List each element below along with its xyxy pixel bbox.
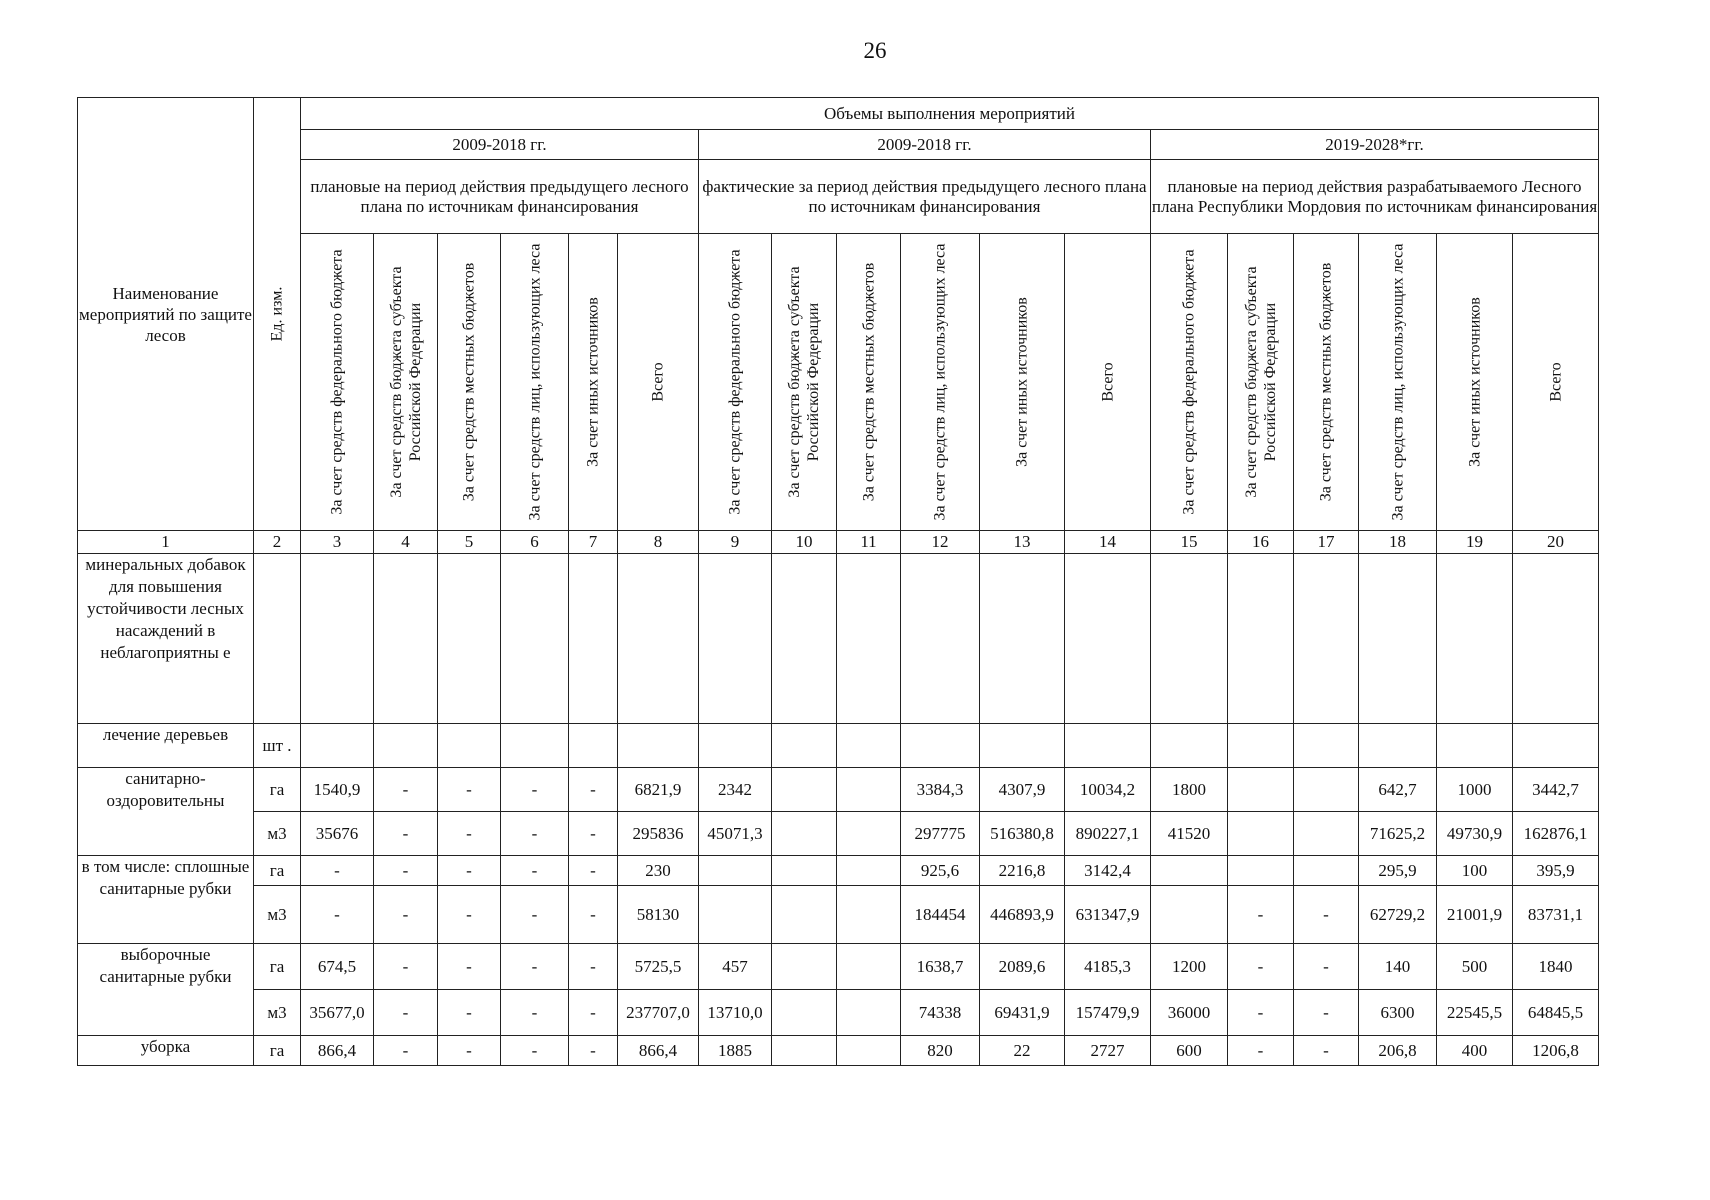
header-source-label: За счет средств местных бюджетов bbox=[860, 262, 877, 502]
value-cell: 1885 bbox=[699, 1036, 772, 1066]
value-cell bbox=[1513, 724, 1599, 768]
row-unit: м3 bbox=[254, 990, 301, 1036]
value-cell: 45071,3 bbox=[699, 812, 772, 856]
value-cell: 10034,2 bbox=[1065, 768, 1151, 812]
value-cell bbox=[618, 554, 699, 724]
column-number: 14 bbox=[1065, 531, 1151, 554]
header-source-cell bbox=[1228, 234, 1294, 531]
table-row bbox=[78, 554, 1599, 724]
value-cell: 3142,4 bbox=[1065, 856, 1151, 886]
forest-protection-table bbox=[77, 97, 1599, 1066]
header-period-3: 2019-2028*гг. bbox=[1151, 130, 1599, 160]
value-cell: - bbox=[301, 856, 374, 886]
value-cell: 2727 bbox=[1065, 1036, 1151, 1066]
header-source-label: За счет средств бюджета субъекта Российской Федерации bbox=[387, 266, 424, 498]
value-cell: 400 bbox=[1437, 1036, 1513, 1066]
value-cell: 21001,9 bbox=[1437, 886, 1513, 944]
value-cell bbox=[699, 554, 772, 724]
value-cell: 1638,7 bbox=[901, 944, 980, 990]
header-source-label: За счет средств федерального бюджета bbox=[726, 249, 744, 515]
value-cell: - bbox=[374, 856, 438, 886]
value-cell bbox=[901, 724, 980, 768]
value-cell: 295,9 bbox=[1359, 856, 1437, 886]
value-cell: - bbox=[569, 944, 618, 990]
value-cell: 1200 bbox=[1151, 944, 1228, 990]
row-unit: шт . bbox=[254, 724, 301, 768]
value-cell bbox=[1151, 724, 1228, 768]
value-cell bbox=[837, 554, 901, 724]
value-cell: - bbox=[569, 990, 618, 1036]
value-cell: 6821,9 bbox=[618, 768, 699, 812]
value-cell bbox=[1294, 768, 1359, 812]
value-cell: 1800 bbox=[1151, 768, 1228, 812]
value-cell: 3384,3 bbox=[901, 768, 980, 812]
value-cell bbox=[772, 768, 837, 812]
value-cell bbox=[699, 856, 772, 886]
value-cell: 2342 bbox=[699, 768, 772, 812]
value-cell: 395,9 bbox=[1513, 856, 1599, 886]
table-row bbox=[78, 990, 1599, 1036]
value-cell bbox=[1228, 724, 1294, 768]
value-cell bbox=[772, 554, 837, 724]
value-cell bbox=[1294, 812, 1359, 856]
header-source-label: За счет иных источников bbox=[584, 297, 602, 467]
value-cell bbox=[837, 944, 901, 990]
page-number: 26 bbox=[863, 38, 887, 63]
row-unit: га bbox=[254, 856, 301, 886]
header-unit-column bbox=[254, 98, 301, 531]
value-cell: - bbox=[1228, 944, 1294, 990]
value-cell bbox=[1151, 554, 1228, 724]
value-cell: 13710,0 bbox=[699, 990, 772, 1036]
header-source-cell bbox=[1359, 234, 1437, 531]
row-name: минеральных добавок для повышения устойчивости лесных насаждений в неблагоприятны е bbox=[78, 554, 254, 724]
value-cell: 1206,8 bbox=[1513, 1036, 1599, 1066]
value-cell bbox=[1437, 554, 1513, 724]
value-cell bbox=[569, 554, 618, 724]
header-source-label: За счет средств лиц, использующих леса bbox=[526, 243, 543, 521]
value-cell: - bbox=[501, 812, 569, 856]
value-cell bbox=[438, 554, 501, 724]
value-cell bbox=[1065, 724, 1151, 768]
value-cell: - bbox=[501, 768, 569, 812]
header-source-cell bbox=[837, 234, 901, 531]
value-cell: 2089,6 bbox=[980, 944, 1065, 990]
value-cell: - bbox=[501, 990, 569, 1036]
header-group-actual-previous: фактические за период действия предыдущего лесного плана по источникам финансирования bbox=[699, 160, 1151, 234]
column-number: 15 bbox=[1151, 531, 1228, 554]
value-cell: 674,5 bbox=[301, 944, 374, 990]
column-number: 18 bbox=[1359, 531, 1437, 554]
column-number: 17 bbox=[1294, 531, 1359, 554]
header-period-2: 2009-2018 гг. bbox=[699, 130, 1151, 160]
value-cell bbox=[772, 1036, 837, 1066]
value-cell: 35677,0 bbox=[301, 990, 374, 1036]
row-name: санитарно-оздоровительны bbox=[78, 768, 254, 856]
header-source-label: За счет средств лиц, использующих леса bbox=[931, 243, 949, 521]
value-cell: 230 bbox=[618, 856, 699, 886]
value-cell bbox=[618, 724, 699, 768]
column-number: 6 bbox=[501, 531, 569, 554]
value-cell: - bbox=[569, 812, 618, 856]
value-cell bbox=[569, 724, 618, 768]
row-name: уборка bbox=[78, 1036, 254, 1066]
header-source-label: За счет иных источников bbox=[1466, 297, 1483, 467]
value-cell: 100 bbox=[1437, 856, 1513, 886]
value-cell: 457 bbox=[699, 944, 772, 990]
header-source-label: Всего bbox=[1547, 362, 1564, 402]
value-cell: - bbox=[569, 768, 618, 812]
value-cell: - bbox=[374, 812, 438, 856]
value-cell: - bbox=[1294, 1036, 1359, 1066]
value-cell: 162876,1 bbox=[1513, 812, 1599, 856]
value-cell: - bbox=[569, 1036, 618, 1066]
column-number: 19 bbox=[1437, 531, 1513, 554]
table-row bbox=[78, 944, 1599, 990]
header-source-cell bbox=[1151, 234, 1228, 531]
value-cell bbox=[837, 724, 901, 768]
header-source-cell bbox=[301, 234, 374, 531]
column-number: 7 bbox=[569, 531, 618, 554]
value-cell bbox=[772, 812, 837, 856]
value-cell: 1840 bbox=[1513, 944, 1599, 990]
row-name: в том числе: сплошные санитарные рубки bbox=[78, 856, 254, 944]
value-cell bbox=[699, 724, 772, 768]
row-unit: га bbox=[254, 1036, 301, 1066]
value-cell: 64845,5 bbox=[1513, 990, 1599, 1036]
header-source-cell bbox=[438, 234, 501, 531]
header-source-cell bbox=[374, 234, 438, 531]
header-source-cell bbox=[699, 234, 772, 531]
value-cell: 74338 bbox=[901, 990, 980, 1036]
header-source-cell bbox=[1065, 234, 1151, 531]
value-cell bbox=[1359, 554, 1437, 724]
value-cell: 3442,7 bbox=[1513, 768, 1599, 812]
value-cell: - bbox=[438, 812, 501, 856]
table-row bbox=[78, 1036, 1599, 1066]
value-cell: 1000 bbox=[1437, 768, 1513, 812]
value-cell bbox=[837, 768, 901, 812]
value-cell bbox=[1228, 856, 1294, 886]
value-cell: 890227,1 bbox=[1065, 812, 1151, 856]
value-cell: 295836 bbox=[618, 812, 699, 856]
value-cell bbox=[301, 724, 374, 768]
header-source-cell bbox=[901, 234, 980, 531]
column-number: 9 bbox=[699, 531, 772, 554]
value-cell: - bbox=[301, 886, 374, 944]
header-group-planned-previous: плановые на период действия предыдущего лесного плана по источникам финансирования bbox=[301, 160, 699, 234]
value-cell: - bbox=[569, 856, 618, 886]
header-source-label: За счет средств местных бюджетов bbox=[460, 262, 478, 502]
value-cell bbox=[438, 724, 501, 768]
header-source-label: За счет средств федерального бюджета bbox=[328, 249, 346, 515]
value-cell: - bbox=[438, 768, 501, 812]
header-source-cell bbox=[618, 234, 699, 531]
value-cell: 4307,9 bbox=[980, 768, 1065, 812]
value-cell bbox=[837, 886, 901, 944]
row-unit: га bbox=[254, 944, 301, 990]
value-cell: 866,4 bbox=[301, 1036, 374, 1066]
header-volumes: Объемы выполнения мероприятий bbox=[301, 98, 1599, 130]
row-unit bbox=[254, 554, 301, 724]
value-cell: - bbox=[1228, 886, 1294, 944]
value-cell bbox=[837, 812, 901, 856]
value-cell bbox=[1294, 724, 1359, 768]
value-cell bbox=[980, 724, 1065, 768]
value-cell: - bbox=[374, 1036, 438, 1066]
header-source-cell bbox=[501, 234, 569, 531]
value-cell: - bbox=[438, 990, 501, 1036]
value-cell: - bbox=[438, 1036, 501, 1066]
value-cell bbox=[1294, 856, 1359, 886]
value-cell: - bbox=[438, 856, 501, 886]
value-cell bbox=[1065, 554, 1151, 724]
value-cell: 297775 bbox=[901, 812, 980, 856]
value-cell bbox=[1294, 554, 1359, 724]
value-cell: 500 bbox=[1437, 944, 1513, 990]
row-unit: м3 bbox=[254, 812, 301, 856]
table-row bbox=[78, 886, 1599, 944]
header-unit-label: Ед. изм. bbox=[268, 286, 286, 342]
header-source-cell bbox=[1513, 234, 1599, 531]
value-cell bbox=[1437, 724, 1513, 768]
row-name: лечение деревьев bbox=[78, 724, 254, 768]
row-name: выборочные санитарные рубки bbox=[78, 944, 254, 1036]
header-source-label: За счет средств бюджета субъекта Российской Федерации bbox=[1242, 266, 1279, 498]
value-cell: 71625,2 bbox=[1359, 812, 1437, 856]
value-cell: 41520 bbox=[1151, 812, 1228, 856]
value-cell: 600 bbox=[1151, 1036, 1228, 1066]
header-group-planned-new: плановые на период действия разрабатываемого Лесного плана Республики Мордовия по источникам финансирования bbox=[1151, 160, 1599, 234]
value-cell: 22 bbox=[980, 1036, 1065, 1066]
column-number: 5 bbox=[438, 531, 501, 554]
value-cell bbox=[1228, 812, 1294, 856]
value-cell bbox=[1359, 724, 1437, 768]
table-row bbox=[78, 724, 1599, 768]
header-period-1: 2009-2018 гг. bbox=[301, 130, 699, 160]
value-cell: - bbox=[374, 990, 438, 1036]
value-cell bbox=[837, 990, 901, 1036]
header-source-label: За счет иных источников bbox=[1013, 297, 1031, 467]
header-source-cell bbox=[980, 234, 1065, 531]
column-number: 20 bbox=[1513, 531, 1599, 554]
value-cell: - bbox=[501, 856, 569, 886]
header-source-label: За счет средств бюджета субъекта Российской Федерации bbox=[786, 266, 822, 498]
column-number: 16 bbox=[1228, 531, 1294, 554]
value-cell bbox=[1513, 554, 1599, 724]
header-name-column: Наименование мероприятий по защите лесов bbox=[78, 98, 254, 531]
value-cell bbox=[772, 856, 837, 886]
value-cell: - bbox=[438, 944, 501, 990]
value-cell: - bbox=[374, 768, 438, 812]
value-cell bbox=[980, 554, 1065, 724]
value-cell bbox=[772, 886, 837, 944]
value-cell: 820 bbox=[901, 1036, 980, 1066]
value-cell bbox=[837, 856, 901, 886]
value-cell: 237707,0 bbox=[618, 990, 699, 1036]
value-cell: 1540,9 bbox=[301, 768, 374, 812]
value-cell: - bbox=[374, 944, 438, 990]
value-cell bbox=[301, 554, 374, 724]
value-cell: 446893,9 bbox=[980, 886, 1065, 944]
column-number: 4 bbox=[374, 531, 438, 554]
header-source-label: За счет средств федерального бюджета bbox=[1180, 249, 1198, 515]
value-cell bbox=[501, 724, 569, 768]
value-cell: 206,8 bbox=[1359, 1036, 1437, 1066]
row-unit: га bbox=[254, 768, 301, 812]
value-cell bbox=[772, 990, 837, 1036]
value-cell: - bbox=[374, 886, 438, 944]
value-cell: 58130 bbox=[618, 886, 699, 944]
value-cell: 631347,9 bbox=[1065, 886, 1151, 944]
table-row bbox=[78, 812, 1599, 856]
value-cell: - bbox=[569, 886, 618, 944]
value-cell: 642,7 bbox=[1359, 768, 1437, 812]
value-cell: 140 bbox=[1359, 944, 1437, 990]
column-number: 12 bbox=[901, 531, 980, 554]
value-cell: - bbox=[1228, 990, 1294, 1036]
value-cell bbox=[901, 554, 980, 724]
value-cell bbox=[1151, 886, 1228, 944]
header-source-label: Всего bbox=[1099, 362, 1116, 402]
column-number: 3 bbox=[301, 531, 374, 554]
value-cell: 2216,8 bbox=[980, 856, 1065, 886]
column-number: 1 bbox=[78, 531, 254, 554]
column-number: 8 bbox=[618, 531, 699, 554]
value-cell: 5725,5 bbox=[618, 944, 699, 990]
value-cell bbox=[501, 554, 569, 724]
value-cell: 925,6 bbox=[901, 856, 980, 886]
header-source-label: Всего bbox=[649, 362, 667, 402]
value-cell bbox=[699, 886, 772, 944]
value-cell: - bbox=[501, 886, 569, 944]
value-cell bbox=[1228, 768, 1294, 812]
column-number: 13 bbox=[980, 531, 1065, 554]
header-source-cell bbox=[1294, 234, 1359, 531]
value-cell: 4185,3 bbox=[1065, 944, 1151, 990]
value-cell: 36000 bbox=[1151, 990, 1228, 1036]
value-cell: 83731,1 bbox=[1513, 886, 1599, 944]
value-cell: 22545,5 bbox=[1437, 990, 1513, 1036]
header-source-label: За счет средств лиц, использующих леса bbox=[1389, 243, 1406, 521]
header-source-cell bbox=[1437, 234, 1513, 531]
value-cell bbox=[837, 1036, 901, 1066]
table-row bbox=[78, 856, 1599, 886]
value-cell: - bbox=[501, 1036, 569, 1066]
value-cell: 35676 bbox=[301, 812, 374, 856]
value-cell: 184454 bbox=[901, 886, 980, 944]
value-cell bbox=[1151, 856, 1228, 886]
value-cell: - bbox=[1294, 990, 1359, 1036]
value-cell bbox=[374, 554, 438, 724]
row-unit: м3 bbox=[254, 886, 301, 944]
column-number: 11 bbox=[837, 531, 901, 554]
value-cell: - bbox=[1294, 944, 1359, 990]
header-source-label: За счет средств местных бюджетов bbox=[1317, 262, 1335, 502]
value-cell bbox=[772, 944, 837, 990]
value-cell bbox=[374, 724, 438, 768]
value-cell bbox=[772, 724, 837, 768]
value-cell: 866,4 bbox=[618, 1036, 699, 1066]
header-source-cell bbox=[772, 234, 837, 531]
value-cell: - bbox=[438, 886, 501, 944]
value-cell: - bbox=[501, 944, 569, 990]
value-cell: 69431,9 bbox=[980, 990, 1065, 1036]
value-cell: 62729,2 bbox=[1359, 886, 1437, 944]
table-row bbox=[78, 768, 1599, 812]
value-cell: 157479,9 bbox=[1065, 990, 1151, 1036]
value-cell: - bbox=[1294, 886, 1359, 944]
value-cell: 49730,9 bbox=[1437, 812, 1513, 856]
value-cell: 6300 bbox=[1359, 990, 1437, 1036]
column-number: 2 bbox=[254, 531, 301, 554]
value-cell bbox=[1228, 554, 1294, 724]
value-cell: 516380,8 bbox=[980, 812, 1065, 856]
header-source-cell bbox=[569, 234, 618, 531]
column-number: 10 bbox=[772, 531, 837, 554]
value-cell: - bbox=[1228, 1036, 1294, 1066]
